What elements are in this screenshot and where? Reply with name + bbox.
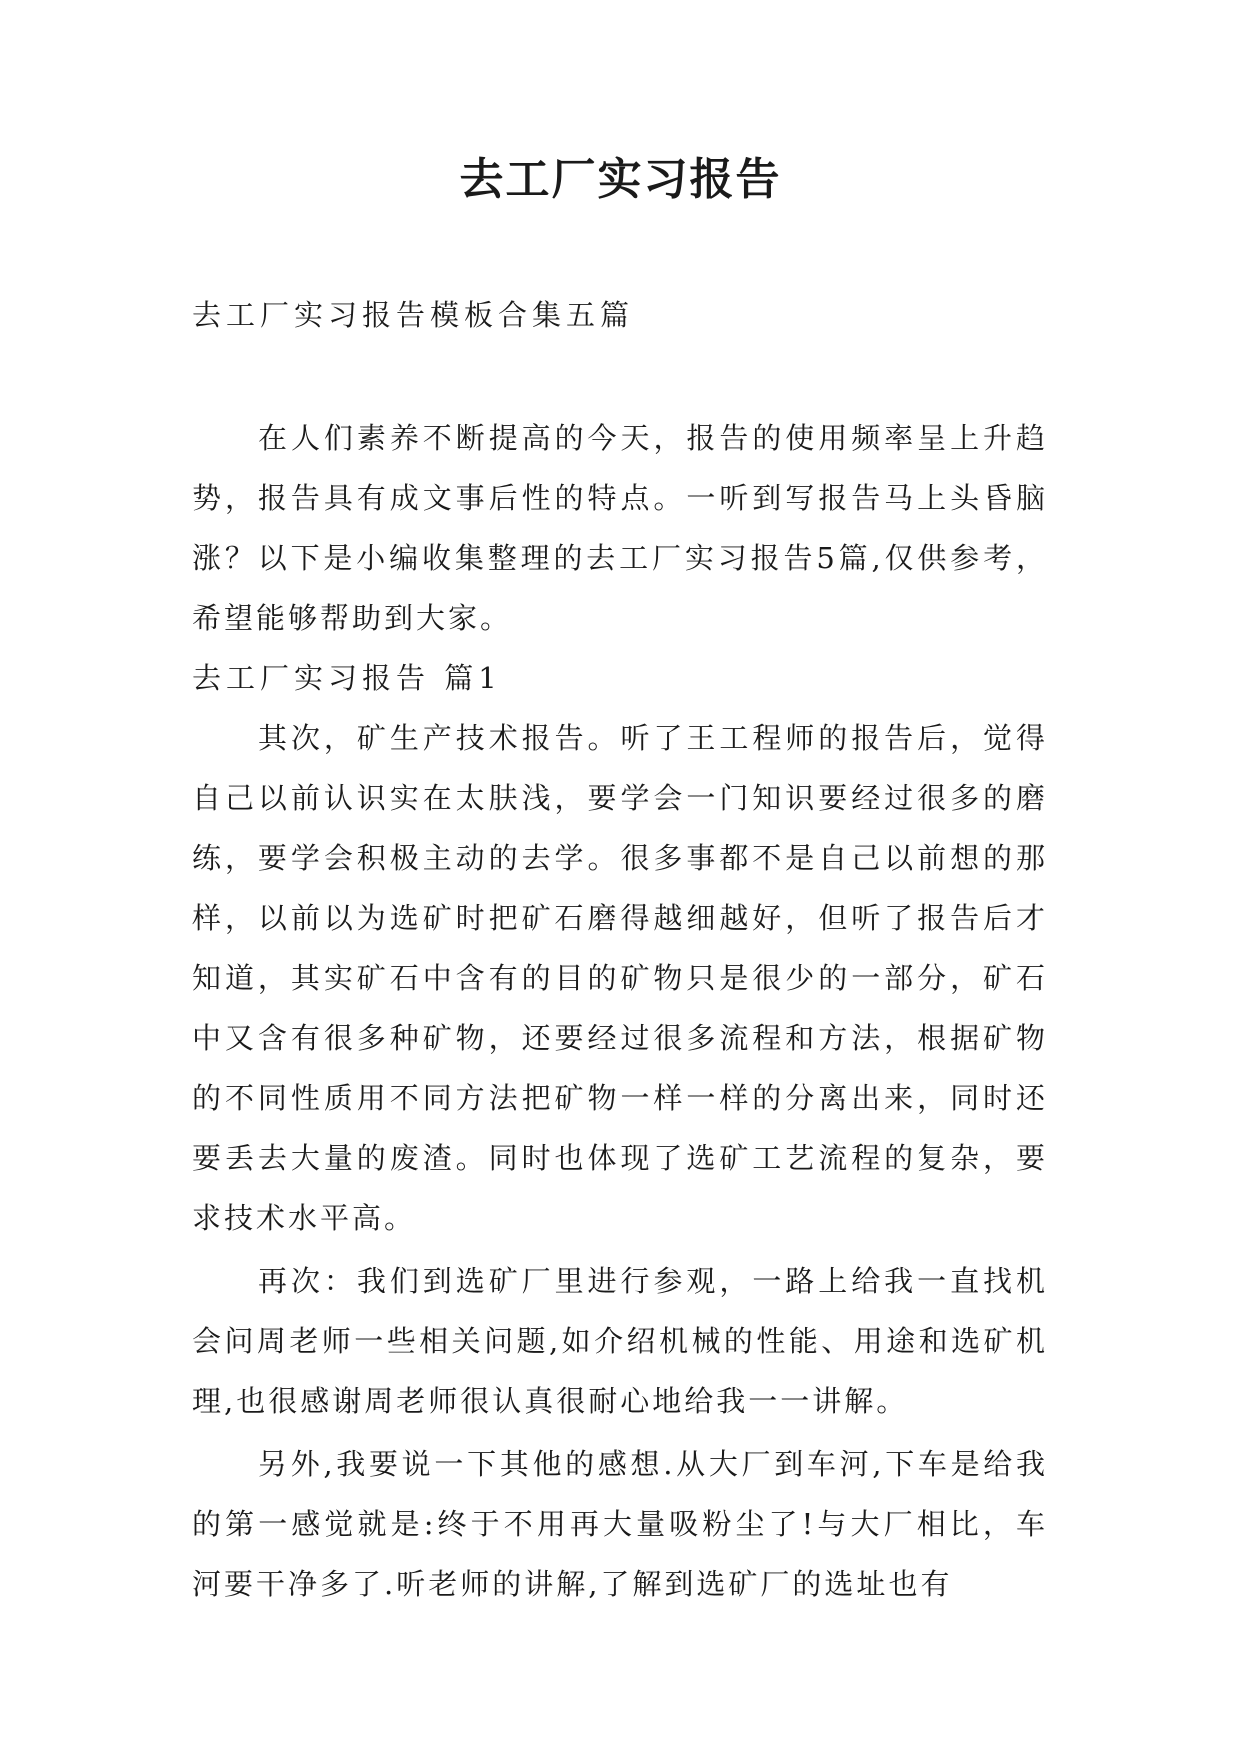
body-paragraph: 其次，矿生产技术报告。听了王工程师的报告后，觉得自己以前认识实在太肤浅，要学会一门知识要经过很多的磨练，要学会积极主动的去学。很多事都不是自己以前想的那样，以前以为选矿时把矿石磨得越细越好，但听了报告后才知道，其实矿石中含有的目的矿物只是很少的一部分，矿石中又含有很多种矿物，还要经过很多流程和方法，根据矿物的不同性质用不同方法把矿物一样一样的分离出来，同时还要丢去大量的废渣。同时也体现了选矿工艺流程的复杂，要求技术水平高。 [192, 721, 1048, 1235]
body-paragraph: 另外,我要说一下其他的感想.从大厂到车河,下车是给我的第一感觉就是:终于不用再大量吸粉尘了!与大厂相比，车河要干净多了.听老师的讲解,了解到选矿厂的选址也有 [192, 1447, 1048, 1601]
body-paragraph: 再次：我们到选矿厂里进行参观，一路上给我一直找机会问周老师一些相关问题,如介绍机械的性能、用途和选矿机理,也很感谢周老师很认真很耐心地给我一一讲解。 [192, 1264, 1048, 1418]
document-title: 去工厂实习报告 [459, 154, 782, 205]
document-subtitle: 去工厂实习报告模板合集五篇 [192, 298, 635, 332]
intro-paragraph: 在人们素养不断提高的今天，报告的使用频率呈上升趋势，报告具有成文事后性的特点。一听到写报告马上头昏脑涨？以下是小编收集整理的去工厂实习报告5篇,仅供参考，希望能够帮助到大家。 [192, 421, 1048, 635]
section-heading: 去工厂实习报告 篇1 [192, 661, 502, 695]
document-body [192, 408, 1048, 1614]
